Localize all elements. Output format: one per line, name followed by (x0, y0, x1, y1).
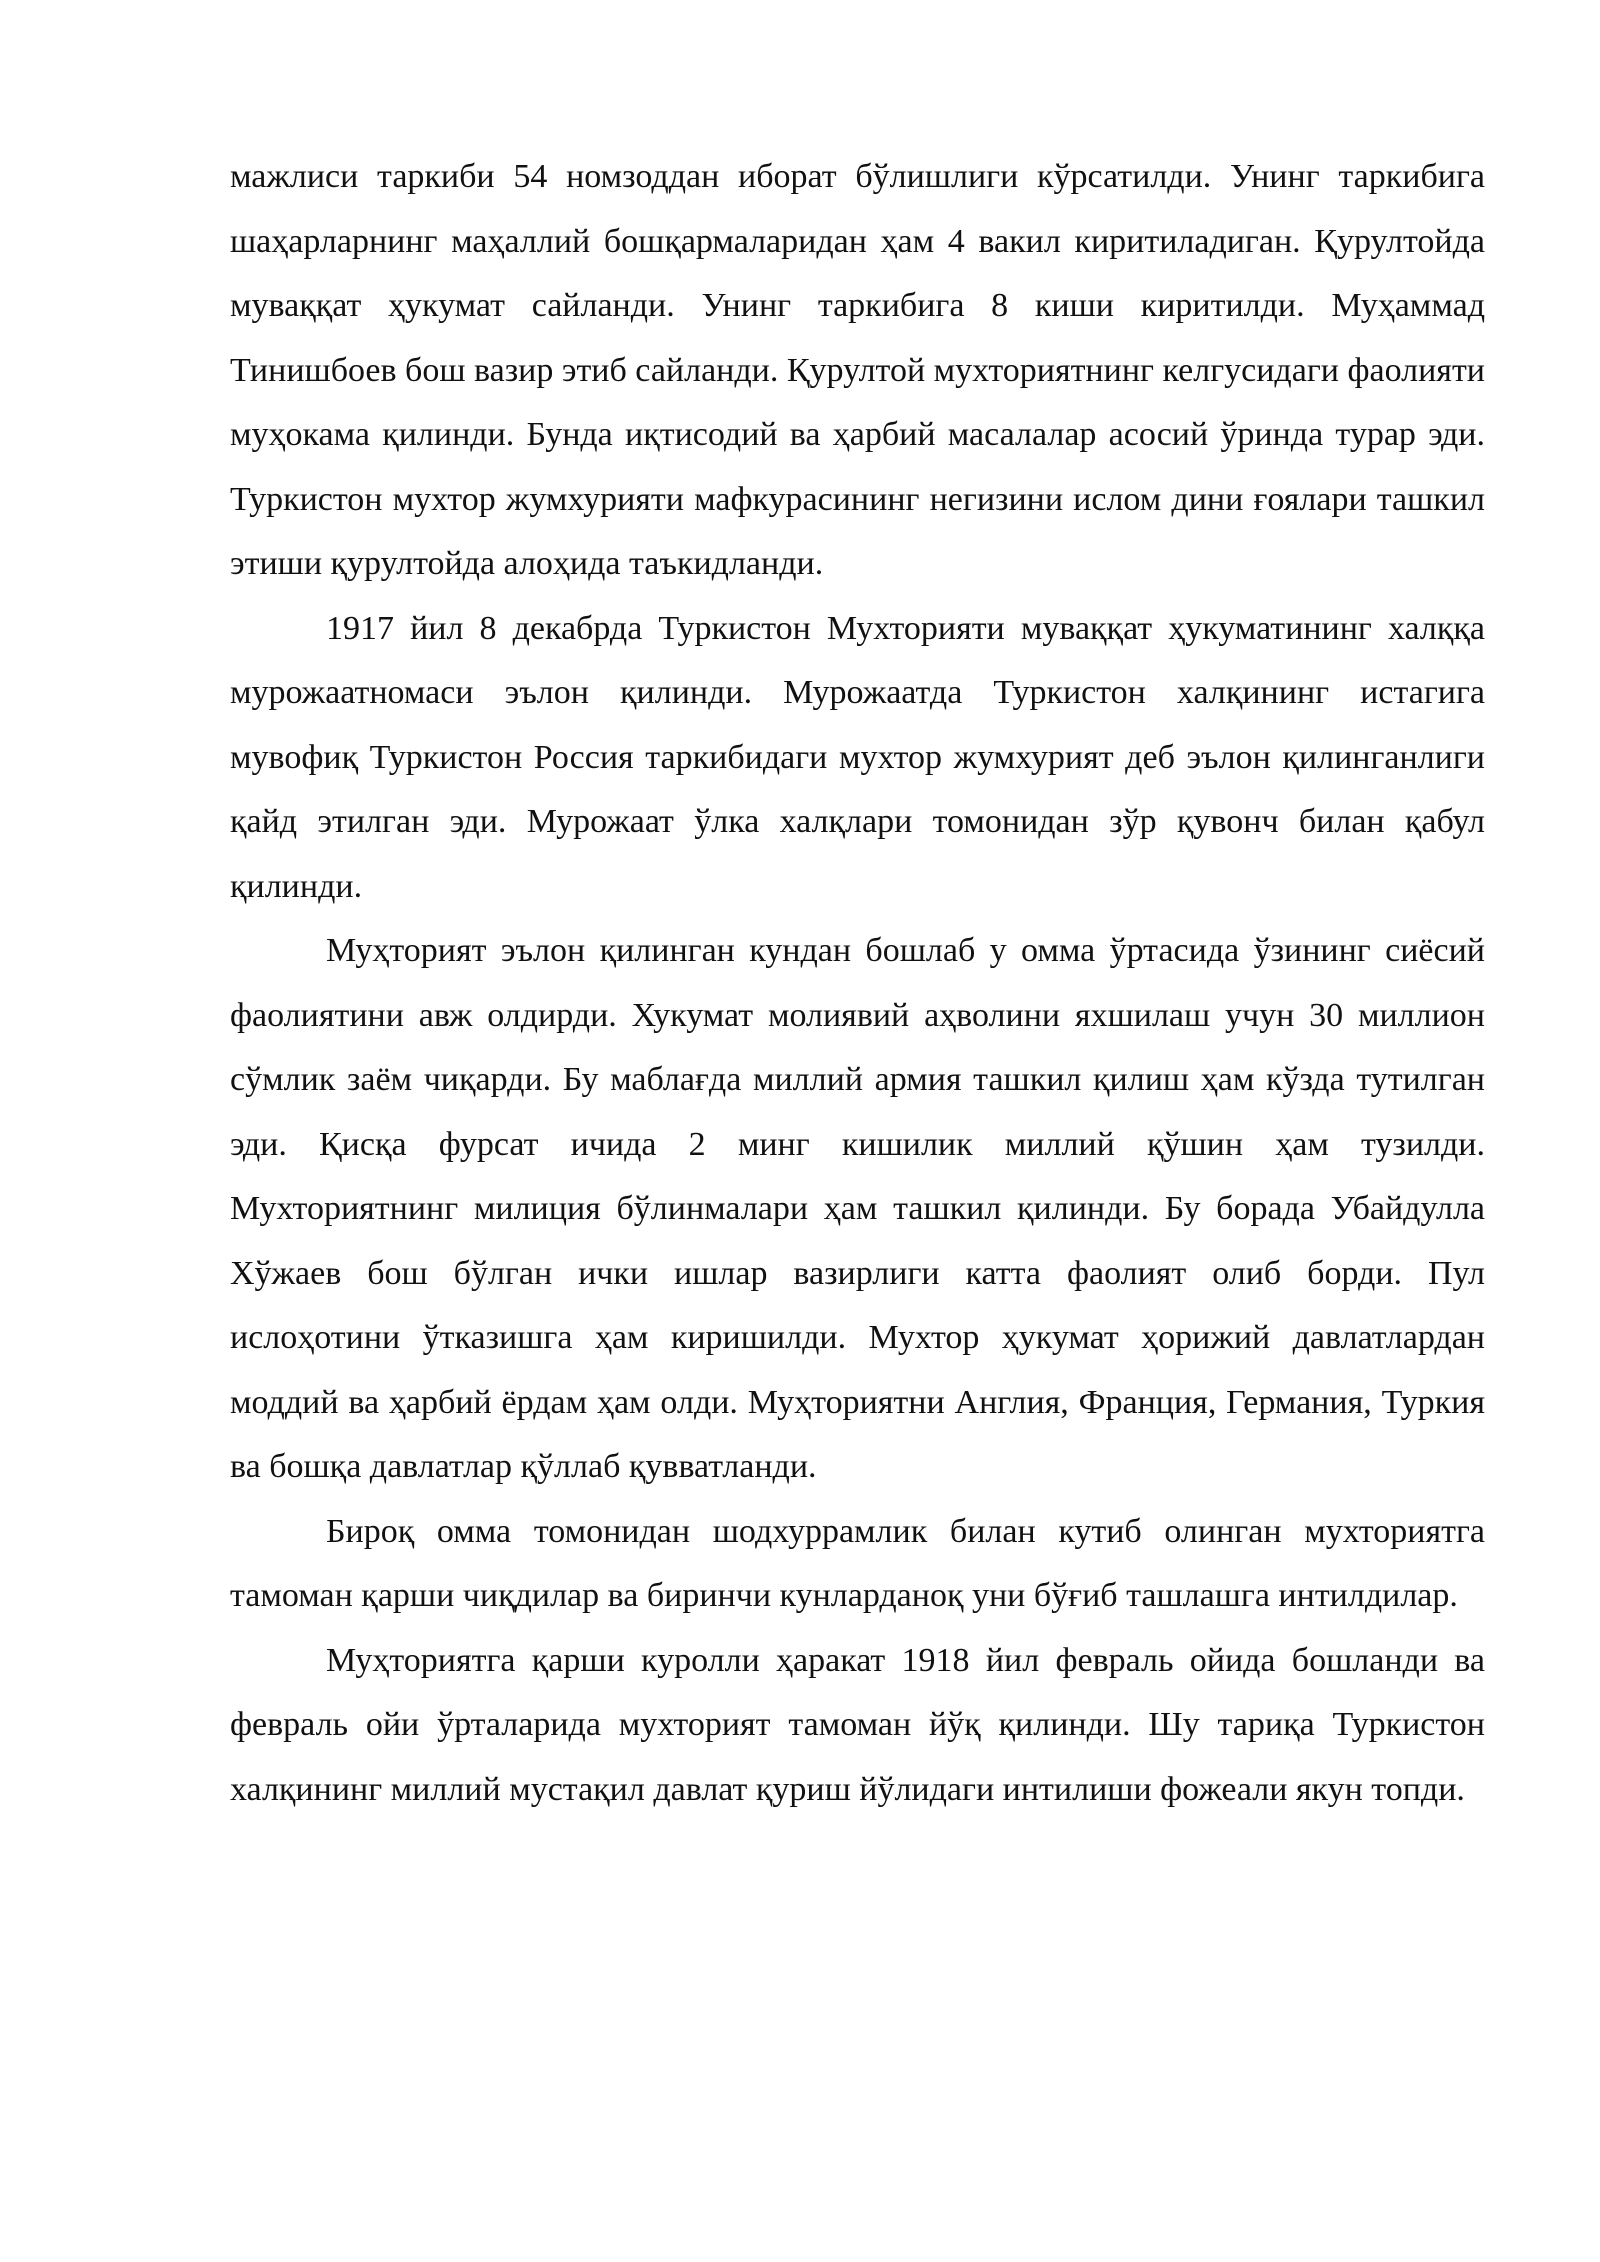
document-page (230, 145, 1485, 1822)
paragraph-opposition: Бироқ омма томонидан шодхуррамлик билан кутиб олинган мухториятга тамоман қарши чиқдилар ва биринчи кунларданоқ уни бўғиб ташлашга интилдилар. (230, 1512, 1485, 1614)
paragraph-appeal-announcement: 1917 йил 8 декабрда Туркистон Мухторияти муваққат ҳукуматининг халққа мурожаатномаси эълон қилинди. Мурожаатда Туркистон халқининг истагига мувофиқ Туркистон Россия таркибидаги мухтор жумхурият деб эълон қилинганлиги қайд этилган эди. Мурожаат ўлка халқлари томонидан зўр қувонч билан қабул қилинди. (230, 609, 1485, 905)
paragraph-conclusion: Муҳториятга қарши куролли ҳаракат 1918 йил февраль ойида бошланди ва февраль ойи ўрталарида мухторият тамоман йўқ қилинди. Шу тариқа Туркистон халқининг миллий мустақил давлат қуриш йўлидаги интилиши фожеали якун топди. (230, 1641, 1485, 1808)
paragraph-autonomy-activity: Муҳторият эълон қилинган кундан бошлаб у омма ўртасида ўзининг сиёсий фаолиятини авж олдирди. Хукумат молиявий аҳволини яхшилаш учун 30 миллион сўмлик заём чиқарди. Бу маблағда миллий армия ташкил қилиш ҳам кўзда тутилган эди. Қисқа фурсат ичида 2 минг кишилик миллий қўшин ҳам тузилди. Мухториятнинг милиция бўлинмалари ҳам ташкил қилинди. Бу борада Убайдулла Хўжаев бош бўлган ички ишлар вазирлиги катта фаолият олиб борди. Пул ислоҳотини ўтказишга ҳам киришилди. Мухтор ҳукумат ҳорижий давлатлардан моддий ва ҳарбий ёрдам ҳам олди. Муҳториятни Англия, Франция, Германия, Туркия ва бошқа давлатлар қўллаб қувватланди. (230, 932, 1485, 1485)
paragraph-continuation: мажлиси таркиби 54 номзоддан иборат бўлишлиги кўрсатилди. Унинг таркибига шаҳарларнинг маҳаллий бошқармаларидан ҳам 4 вакил киритиладиган. Қурултойда муваққат ҳукумат сайланди. Унинг таркибига 8 киши киритилди. Муҳаммад Тинишбоев бош вазир этиб сайланди. Қурултой мухториятнинг келгусидаги фаолияти муҳокама қилинди. Бунда иқтисодий ва ҳарбий масалалар асосий ўринда турар эди. Туркистон мухтор жумхурияти мафкурасининг негизини ислом дини ғоялари ташкил этиши қурултойда алоҳида таъкидланди. (230, 158, 1485, 582)
